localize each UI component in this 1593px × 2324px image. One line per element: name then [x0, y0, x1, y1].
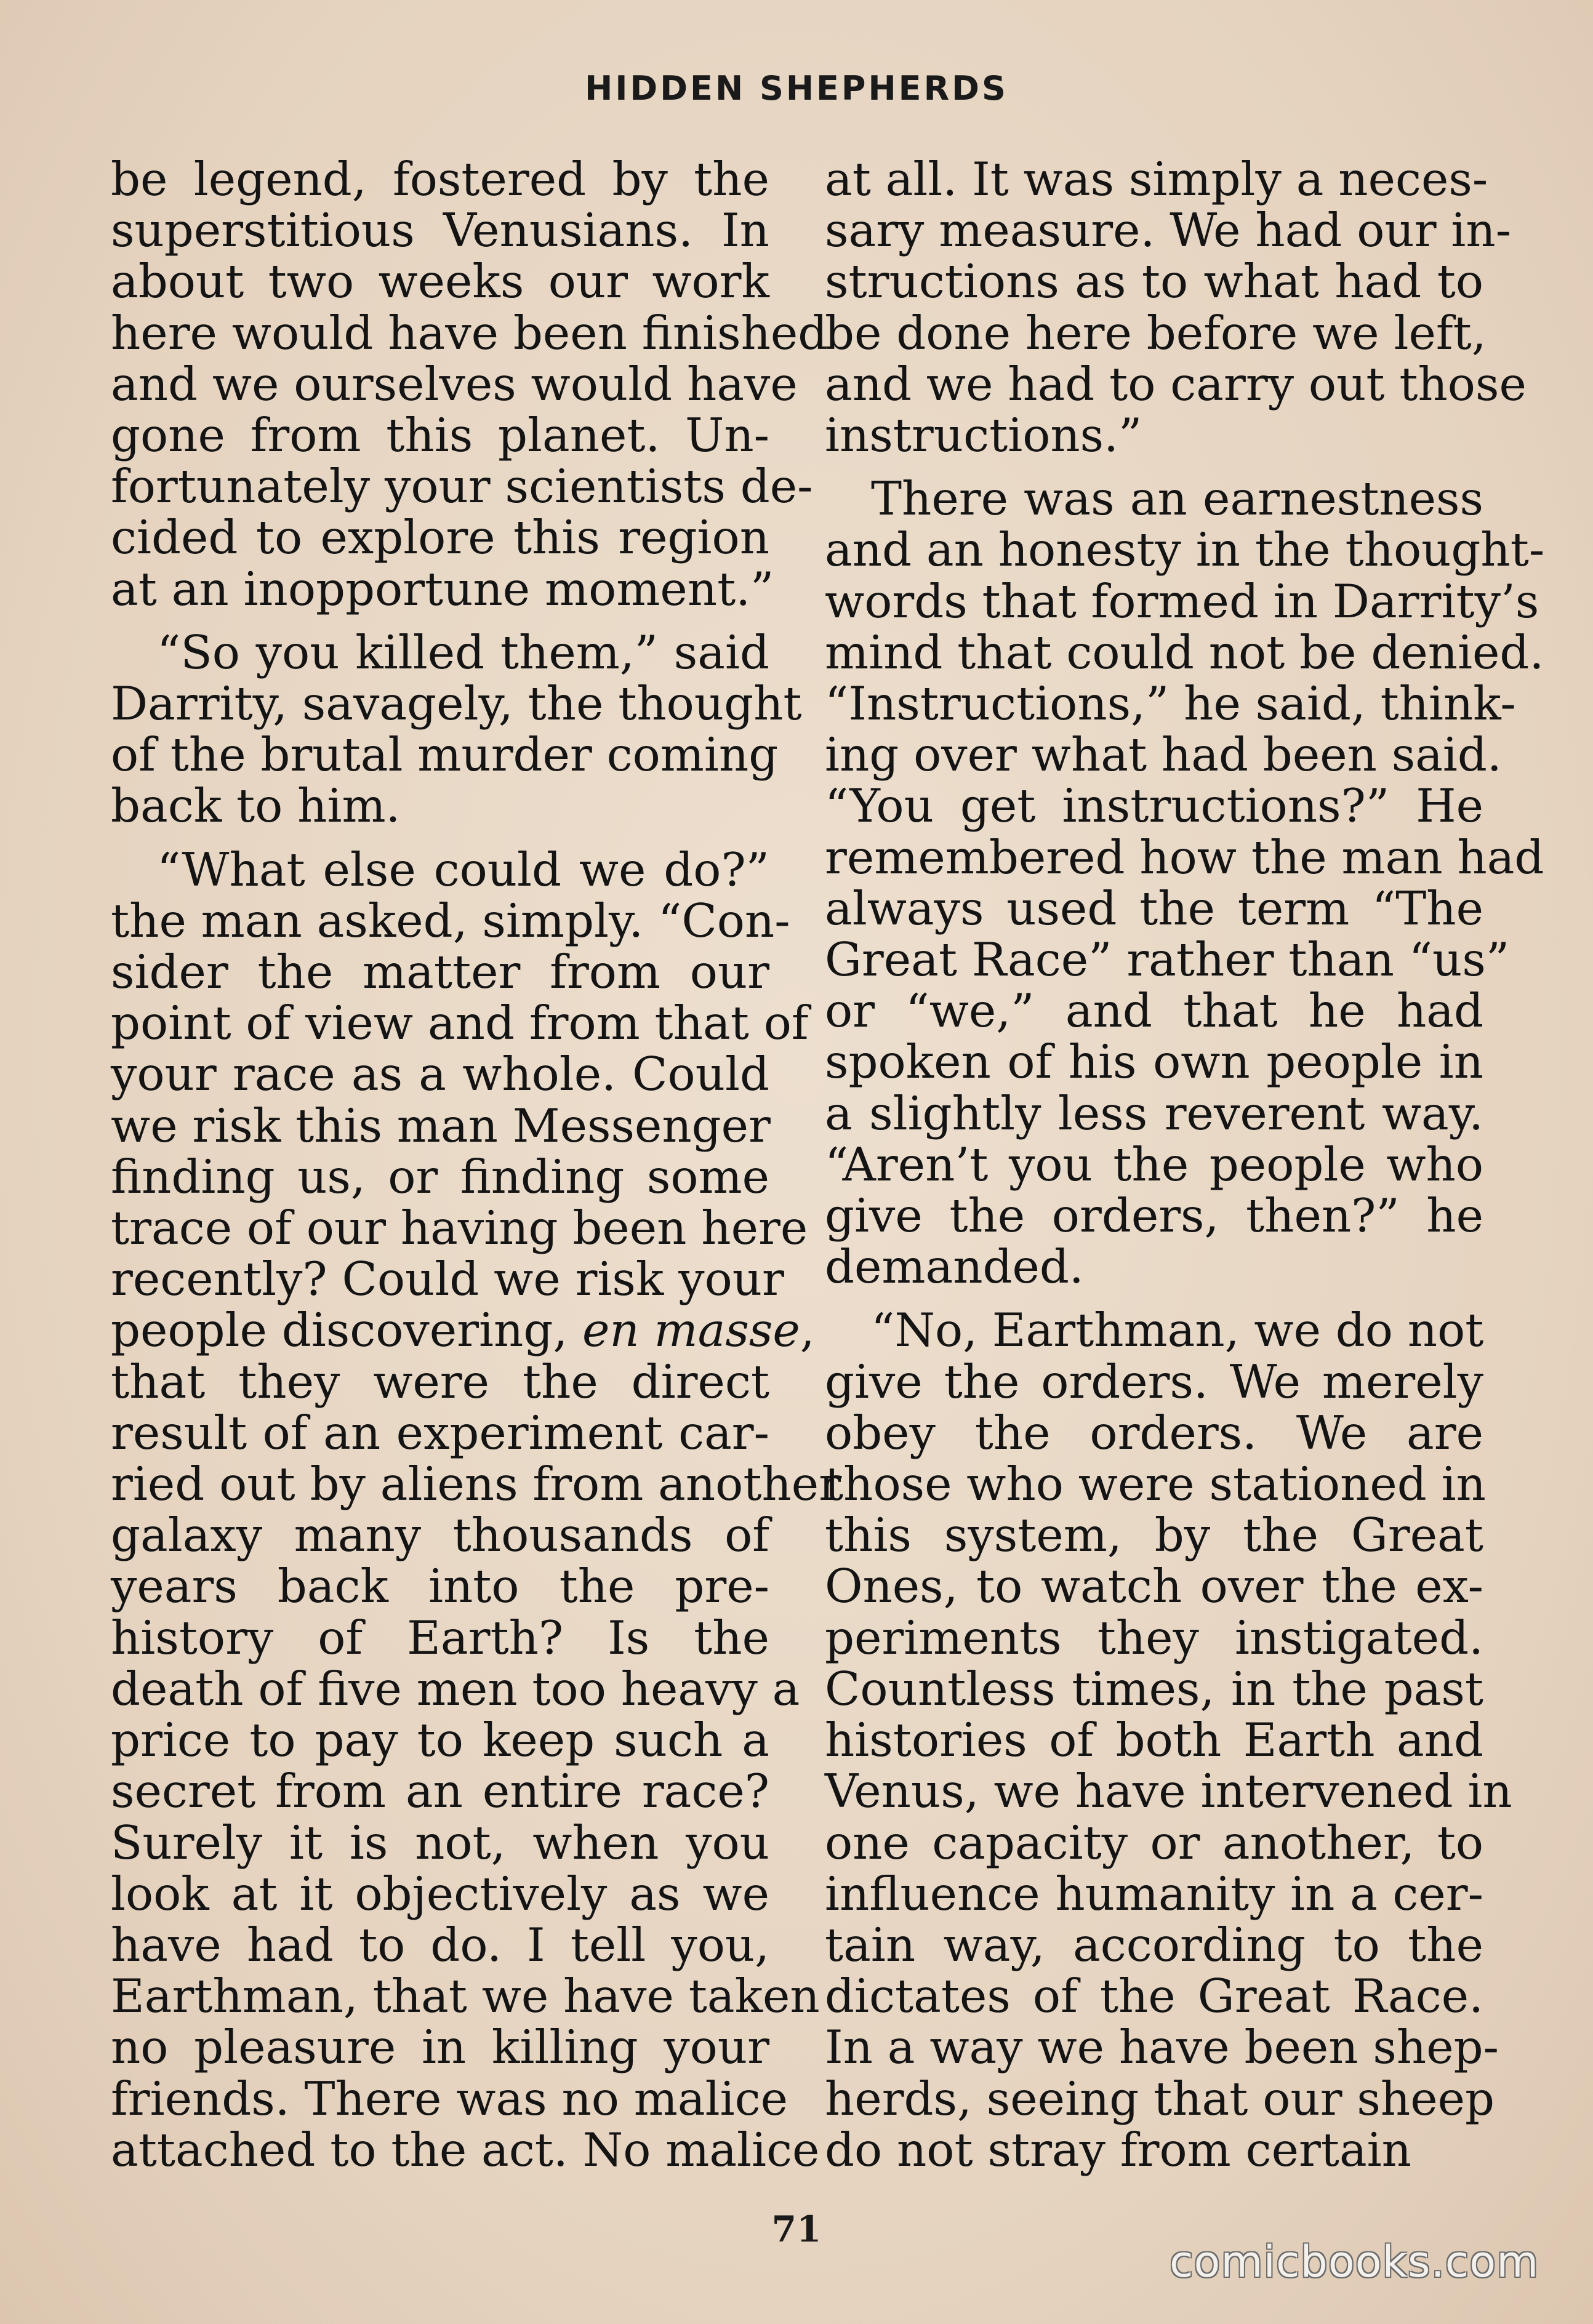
text-line: be done here before we left, [825, 305, 1487, 360]
text-line: There was an earnestness [871, 471, 1483, 526]
text-line: those who were stationed in [825, 1457, 1486, 1512]
text-line: Ones, to watch over the ex- [825, 1559, 1483, 1614]
text-line: result of an experiment car- [111, 1405, 769, 1460]
watermark-logo: comicbooks.com [1170, 2237, 1539, 2287]
text-line: a slightly less reverent way. [825, 1086, 1483, 1140]
text-line: tain way, according to the [825, 1917, 1483, 1972]
text-line: obey the orders. We are [825, 1405, 1483, 1460]
right-paragraph [825, 1303, 1512, 2177]
right-column [825, 152, 1545, 2177]
text-line: structions as to what had to [825, 254, 1483, 309]
text-line: “Instructions,” he said, think- [825, 676, 1516, 731]
text-line: words that formed in Darrity’s [825, 574, 1539, 628]
text-line: price to pay to keep such a [111, 1713, 769, 1768]
text-line: “What else could we do?” [157, 842, 769, 897]
text-line: or “we,” and that he had [825, 984, 1483, 1038]
text-line: one capacity or another, to [825, 1815, 1483, 1870]
left-paragraph [111, 152, 828, 616]
text-line: ried out by aliens from another [111, 1457, 841, 1512]
text-line: and we had to carry out those [825, 356, 1527, 411]
text-line: do not stray from certain [825, 2122, 1411, 2177]
text-line: Earthman, that we have taken [111, 1969, 820, 2024]
text-line: mind that could not be denied. [825, 625, 1544, 679]
text-line: and an honesty in the thought- [825, 523, 1545, 577]
text-line: “No, Earthman, we do not [871, 1303, 1484, 1358]
text-line: give the orders. We merely [825, 1354, 1483, 1409]
right-paragraph [825, 152, 1527, 463]
text-line: trace of our having been here [111, 1201, 808, 1256]
text-line: always used the term “The [825, 881, 1483, 936]
text-line: sary measure. We had our in- [825, 203, 1512, 258]
text-line: point of view and from that of [111, 996, 809, 1051]
text-line: galaxy many thousands of [111, 1508, 769, 1563]
text-line: secret from an entire race? [111, 1764, 769, 1819]
text-line: ing over what had been said. [825, 727, 1502, 782]
text-line: superstitious Venusians. In [111, 203, 769, 258]
text-line: cided to explore this region [111, 510, 769, 565]
text-line: recently? Could we risk your [111, 1252, 784, 1307]
text-line: Venus, we have intervened in [825, 1764, 1512, 1819]
text-line: dictates of the Great Race. [825, 1969, 1483, 2024]
text-line: of the brutal murder coming [111, 727, 779, 782]
text-line: at an inopportune moment.” [111, 561, 774, 616]
text-line: Great Race” rather than “us” [825, 932, 1510, 987]
text-line: demanded. [825, 1240, 1084, 1294]
text-line: years back into the pre- [111, 1559, 769, 1614]
text-line: gone from this planet. Un- [111, 408, 769, 463]
text-line: give the orders, then?” he [825, 1188, 1483, 1243]
text-line: at all. It was simply a neces- [825, 152, 1488, 206]
text-line: remembered how the man had [825, 830, 1544, 884]
text-line: death of five men too heavy a [111, 1661, 800, 1716]
running-head: HIDDEN SHEPHERDS [585, 69, 1008, 108]
text-line: history of Earth? Is the [111, 1610, 769, 1665]
text-line: be legend, fostered by the [111, 152, 769, 206]
text-line: Surely it is not, when you [111, 1815, 769, 1870]
left-paragraph [111, 625, 802, 833]
text-line: people discovering, en masse, [111, 1303, 815, 1358]
text-line: about two weeks our work [111, 254, 769, 309]
text-line: Darrity, savagely, the thought [111, 676, 802, 731]
text-line: periments they instigated. [825, 1610, 1483, 1665]
text-line: no pleasure in killing your [111, 2020, 769, 2075]
text-line: herds, seeing that our sheep [825, 2071, 1495, 2126]
text-line: look at it objectively as we [111, 1866, 769, 1921]
text-line: “Aren’t you the people who [825, 1137, 1483, 1192]
text-line: “You get instructions?” He [825, 779, 1483, 833]
text-line: Countless times, in the past [825, 1661, 1483, 1716]
text-line: the man asked, simply. “Con- [111, 893, 790, 948]
text-line: and we ourselves would have [111, 356, 798, 411]
left-paragraph [111, 842, 841, 2177]
text-line: attached to the act. No malice [111, 2122, 820, 2177]
text-line: that they were the direct [111, 1354, 769, 1409]
text-line: back to him. [111, 779, 401, 833]
text-line: In a way we have been shep- [825, 2020, 1499, 2075]
text-line: “So you killed them,” said [157, 625, 769, 679]
left-column [111, 152, 841, 2177]
text-line: finding us, or finding some [111, 1149, 769, 1204]
text-line: this system, by the Great [825, 1508, 1483, 1563]
right-paragraph [825, 471, 1545, 1294]
text-line: influence humanity in a cer- [825, 1866, 1483, 1921]
text-line: your race as a whole. Could [111, 1047, 769, 1102]
text-line: have had to do. I tell you, [111, 1917, 769, 1972]
text-line: sider the matter from our [111, 945, 769, 1000]
text-line: fortunately your scientists de- [111, 459, 813, 514]
page-number: 71 [771, 2208, 822, 2250]
text-line: instructions.” [825, 408, 1142, 463]
text-line: we risk this man Messenger [111, 1098, 771, 1153]
text-line: spoken of his own people in [825, 1035, 1483, 1089]
text-line: histories of both Earth and [825, 1713, 1483, 1768]
text-line: here would have been finished [111, 305, 828, 360]
text-line: friends. There was no malice [111, 2071, 788, 2126]
